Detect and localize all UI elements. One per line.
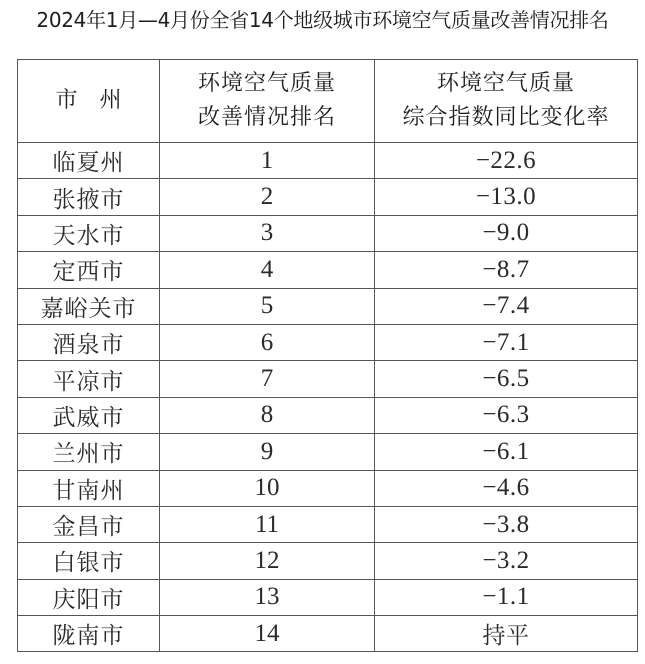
cell-rank: 4 [160,252,375,288]
cell-rank: 8 [160,397,375,433]
cell-rank: 12 [160,543,375,579]
cell-change: −1.1 [375,579,638,615]
cell-rank: 5 [160,288,375,324]
cell-change: −22.6 [375,143,638,179]
cell-change: −6.3 [375,397,638,433]
cell-city: 金昌市 [18,506,160,542]
cell-change: −13.0 [375,179,638,215]
cell-city: 兰州市 [18,434,160,470]
cell-change: −3.8 [375,506,638,542]
table-row [18,470,638,506]
header-rank [160,60,375,143]
table-row [18,616,638,652]
cell-city: 定西市 [18,252,160,288]
table-row [18,179,638,215]
header-change-line1: 环境空气质量 [436,71,575,96]
cell-city: 陇南市 [18,616,160,652]
cell-city: 甘南州 [18,470,160,506]
table-body [18,143,638,652]
cell-change: −7.1 [375,324,638,360]
table-row [18,215,638,251]
cell-change: −8.7 [375,252,638,288]
table-row [18,143,638,179]
cell-city: 平凉市 [18,361,160,397]
table-row [18,397,638,433]
table-row [18,434,638,470]
cell-city: 嘉峪关市 [18,288,160,324]
table-header [18,60,638,143]
cell-city: 武威市 [18,397,160,433]
table-row [18,361,638,397]
table-row [18,579,638,615]
cell-rank: 14 [160,616,375,652]
header-change [375,60,638,143]
header-city [18,60,160,143]
table-row [18,543,638,579]
ranking-table [17,59,638,652]
header-rank-line1: 环境空气质量 [197,71,336,96]
cell-city: 庆阳市 [18,579,160,615]
cell-rank: 13 [160,579,375,615]
cell-city: 酒泉市 [18,324,160,360]
cell-rank: 3 [160,215,375,251]
cell-change: −4.6 [375,470,638,506]
cell-rank: 2 [160,179,375,215]
cell-rank: 1 [160,143,375,179]
header-change-line2: 综合指数同比变化率 [402,105,610,130]
cell-city: 天水市 [18,215,160,251]
cell-change: −3.2 [375,543,638,579]
page-title: 2024年1月—4月份全省14个地级城市环境空气质量改善情况排名 [36,8,609,32]
cell-rank: 7 [160,361,375,397]
cell-rank: 10 [160,470,375,506]
header-row [18,60,638,143]
cell-city: 白银市 [18,543,160,579]
cell-city: 临夏州 [18,143,160,179]
cell-rank: 9 [160,434,375,470]
header-city-label: 市 州 [55,88,122,113]
cell-change: 持平 [375,616,638,652]
cell-change: −6.1 [375,434,638,470]
header-rank-line2: 改善情况排名 [197,105,336,130]
table-row [18,324,638,360]
cell-change: −6.5 [375,361,638,397]
cell-rank: 6 [160,324,375,360]
table-row [18,252,638,288]
cell-change: −7.4 [375,288,638,324]
cell-change: −9.0 [375,215,638,251]
table-row [18,506,638,542]
table-row [18,288,638,324]
cell-city: 张掖市 [18,179,160,215]
cell-rank: 11 [160,506,375,542]
